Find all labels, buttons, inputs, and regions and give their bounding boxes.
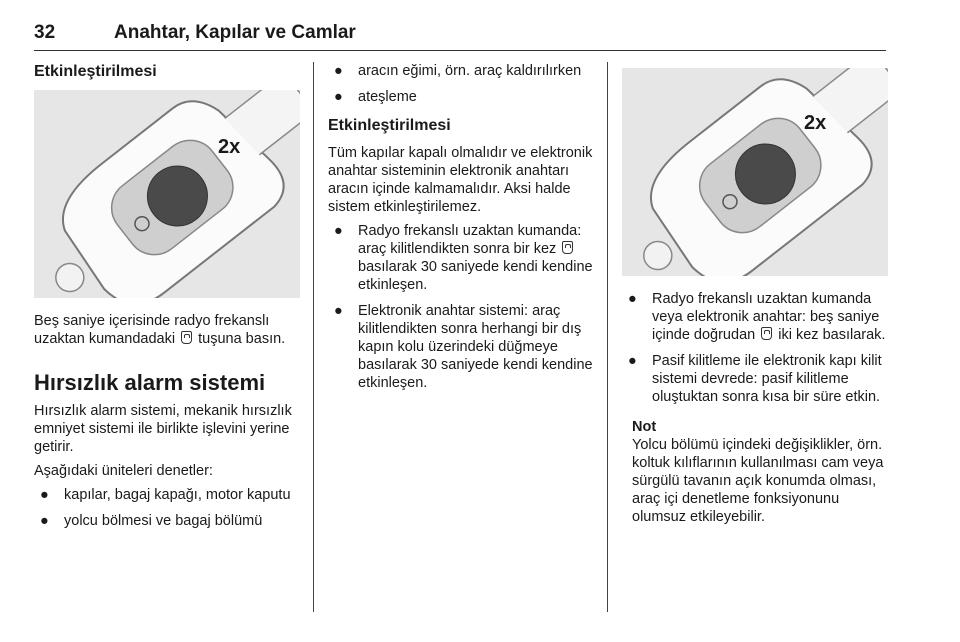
list-item-text: kapılar, bagaj kapağı, motor kaputu xyxy=(64,487,291,503)
monitored-units-list xyxy=(34,486,302,530)
column-1 xyxy=(34,62,302,538)
column-divider xyxy=(607,62,608,612)
bullet: ● xyxy=(628,291,637,307)
page-header xyxy=(34,16,886,51)
bullet: ● xyxy=(334,223,343,239)
lock-key-icon xyxy=(181,331,192,344)
page-number: 32 xyxy=(34,22,56,43)
bullet: ● xyxy=(40,513,49,529)
bullet: ● xyxy=(334,303,343,319)
column-3 xyxy=(622,68,888,526)
list-item xyxy=(622,352,888,406)
section-title: Hırsızlık alarm sistemi xyxy=(34,370,266,395)
key-fob-illustration xyxy=(34,90,300,298)
bullet: ● xyxy=(40,487,49,503)
monitors-intro: Aşağıdaki üniteleri denetler: xyxy=(34,463,213,479)
monitored-units-list-continued xyxy=(328,62,596,106)
bullet: ● xyxy=(334,63,343,79)
press-twice-label: 2x xyxy=(804,112,827,134)
page-title: Anahtar, Kapılar ve Camlar xyxy=(114,22,356,43)
instruction-text-end: tuşuna basın. xyxy=(194,331,286,347)
key-fob-illustration xyxy=(622,68,888,276)
list-item-text: Pasif kilitleme ile elektronik kapı kilit sistemi devrede: pasif kilitleme oluştuktan sonra kısa bir süre etkin. xyxy=(652,353,882,405)
bullet: ● xyxy=(628,353,637,369)
list-item-text: aracın eğimi, örn. araç kaldırılırken xyxy=(358,63,582,79)
bullet: ● xyxy=(334,89,343,105)
activation-conditions: Tüm kapılar kapalı olmalıdır ve elektronik anahtar sisteminin elektronik anahtarı aracın içinde kalmamalıdır. Aksi halde sistem etkinleştirilemez. xyxy=(328,145,593,215)
list-item xyxy=(34,512,302,530)
lock-key-icon xyxy=(761,327,772,340)
list-item xyxy=(34,486,302,504)
instruction-text-start: Beş saniye içerisinde radyo frekanslı uzaktan kumandadaki xyxy=(34,313,270,347)
column-2 xyxy=(328,62,596,400)
activation-instruction xyxy=(34,312,302,348)
list-item-text: yolcu bölmesi ve bagaj bölümü xyxy=(64,513,263,529)
key-fob-drawing xyxy=(622,68,888,276)
list-item-text: iki kez basılarak. xyxy=(774,327,886,343)
list-item-text: Radyo frekanslı uzaktan kumanda veya elektronik anahtar: beş saniye içinde doğrudan xyxy=(652,291,880,343)
alarm-description: Hırsızlık alarm sistemi, mekanik hırsızlık emniyet sistemi ile birlikte işlevini yerine getirir. xyxy=(34,403,292,455)
subheading-activation: Etkinleştirilmesi xyxy=(34,63,157,80)
column-divider xyxy=(313,62,314,612)
activation-methods-list xyxy=(622,290,888,406)
activation-methods-list xyxy=(328,222,596,392)
key-fob-drawing xyxy=(34,90,300,298)
note-text: Yolcu bölümü içindeki değişiklikler, örn. koltuk kılıflarının kullanılması cam veya sürgülü tavanın açık konumda olması, araç içi denetleme fonksiyonunu olumsuz etkileyebilir. xyxy=(632,437,884,525)
list-item-text: Radyo frekanslı uzaktan kumanda: araç kilitlendikten sonra bir kez xyxy=(358,223,582,257)
list-item xyxy=(328,222,596,294)
list-item xyxy=(328,62,596,80)
list-item xyxy=(328,302,596,392)
list-item-text: Elektronik anahtar sistemi: araç kilitlendikten sonra herhangi bir dış kapın kolu üzerindeki düğmeye basılarak 30 saniyede kendi kendine etkinleşen. xyxy=(358,303,593,391)
press-twice-label: 2x xyxy=(218,136,241,158)
list-item-text: basılarak 30 saniyede kendi kendine etkinleşen. xyxy=(358,259,593,293)
list-item xyxy=(328,88,596,106)
note-title: Not xyxy=(632,419,657,435)
list-item xyxy=(622,290,888,344)
lock-key-icon xyxy=(562,241,573,254)
subheading-activation: Etkinleştirilmesi xyxy=(328,117,451,134)
list-item-text: ateşleme xyxy=(358,89,417,105)
